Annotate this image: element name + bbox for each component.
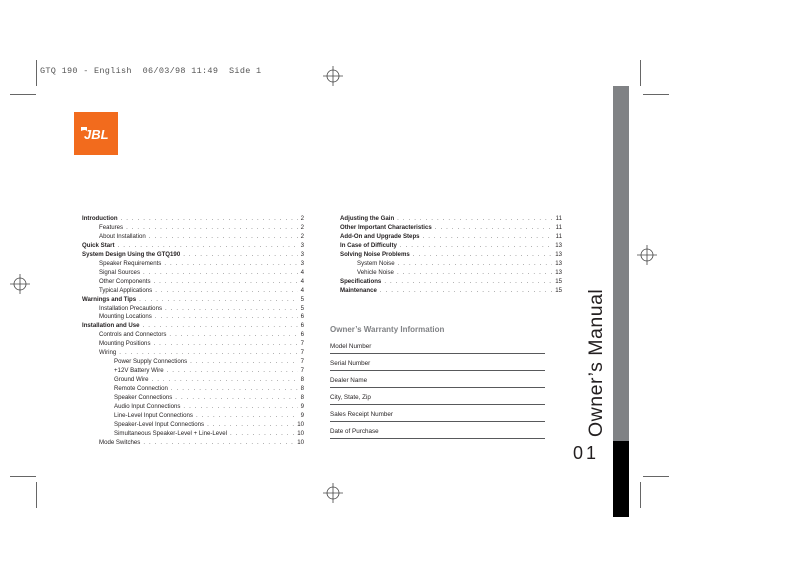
registration-mark-right bbox=[637, 245, 657, 265]
toc-entry-title: Introduction bbox=[82, 215, 118, 222]
toc-leader-dots bbox=[423, 233, 553, 242]
toc-right-column bbox=[340, 215, 562, 296]
toc-leader-dots bbox=[380, 287, 552, 296]
toc-leader-dots bbox=[384, 278, 552, 287]
toc-entry-page: 3 bbox=[300, 259, 304, 267]
side-tab-gray bbox=[613, 86, 629, 441]
toc-entry-page: 5 bbox=[300, 304, 304, 312]
toc-entry-title: Power Supply Connections bbox=[114, 358, 188, 366]
toc-entry-page: 3 bbox=[300, 250, 304, 258]
toc-entry-title: Signal Sources bbox=[99, 268, 140, 276]
toc-entry-page: 2 bbox=[300, 223, 304, 231]
toc-entry bbox=[82, 224, 304, 233]
jbl-logo-mark bbox=[74, 112, 118, 155]
toc-entry bbox=[82, 313, 304, 322]
toc-entry-title: System Noise bbox=[357, 259, 395, 267]
toc-entry-page: 4 bbox=[300, 268, 304, 276]
toc-entry-title: Ground Wire bbox=[114, 376, 149, 384]
toc-entry bbox=[82, 322, 304, 331]
toc-entry bbox=[340, 224, 562, 233]
warranty-field-model-number[interactable] bbox=[330, 341, 545, 354]
toc-entry-title: Maintenance bbox=[340, 286, 377, 294]
toc-entry-page: 7 bbox=[300, 349, 304, 357]
toc-entry bbox=[82, 331, 304, 340]
toc-entry-title: Installation Precautions bbox=[99, 304, 163, 312]
toc-leader-dots bbox=[190, 358, 297, 367]
toc-entry-page: 9 bbox=[300, 403, 304, 411]
toc-entry-title: Vehicle Noise bbox=[357, 268, 394, 276]
toc-leader-dots bbox=[121, 215, 298, 224]
toc-entry-page: 4 bbox=[300, 286, 304, 294]
toc-entry bbox=[340, 260, 562, 269]
toc-entry bbox=[340, 269, 562, 278]
toc-entry bbox=[82, 403, 304, 412]
crop-mark-bottom-left-v bbox=[36, 482, 37, 508]
toc-entry-title: Specifications bbox=[340, 277, 382, 285]
field-label: Date of Purchase bbox=[330, 428, 379, 435]
toc-entry-page: 4 bbox=[300, 277, 304, 285]
toc-entry-title: Mounting Positions bbox=[99, 340, 151, 348]
toc-entry-page: 5 bbox=[300, 295, 304, 303]
toc-leader-dots bbox=[230, 430, 294, 439]
toc-entry bbox=[340, 251, 562, 260]
toc-entry-title: Remote Connection bbox=[114, 385, 168, 393]
toc-entry bbox=[82, 287, 304, 296]
field-label: Serial Number bbox=[330, 360, 371, 367]
toc-leader-dots bbox=[143, 439, 294, 448]
toc-entry bbox=[82, 385, 304, 394]
toc-entry bbox=[82, 251, 304, 260]
toc-entry-title: Warnings and Tips bbox=[82, 295, 137, 303]
toc-leader-dots bbox=[155, 313, 298, 322]
toc-entry-title: Add-On and Upgrade Steps bbox=[340, 232, 420, 240]
toc-entry-page: 9 bbox=[300, 411, 304, 419]
toc-entry bbox=[340, 242, 562, 251]
toc-leader-dots bbox=[196, 412, 298, 421]
toc-left-column bbox=[82, 215, 304, 448]
registration-mark-bottom bbox=[323, 483, 343, 503]
toc-entry-page: 11 bbox=[555, 232, 562, 240]
toc-entry bbox=[82, 278, 304, 287]
toc-leader-dots bbox=[154, 278, 298, 287]
toc-entry bbox=[340, 233, 562, 242]
toc-entry-title: Mode Switches bbox=[99, 438, 141, 446]
toc-leader-dots bbox=[397, 215, 553, 224]
toc-entry bbox=[82, 340, 304, 349]
warranty-field-city-state-zip[interactable] bbox=[330, 392, 545, 405]
toc-entry-page: 8 bbox=[300, 394, 304, 402]
toc-leader-dots bbox=[183, 403, 297, 412]
toc-entry-page: 10 bbox=[297, 429, 304, 437]
crop-mark-bottom-right-h bbox=[643, 476, 669, 477]
field-label: City, State, Zip bbox=[330, 394, 371, 401]
toc-entry bbox=[340, 215, 562, 224]
toc-entry-page: 11 bbox=[555, 215, 562, 222]
toc-entry bbox=[82, 358, 304, 367]
toc-entry-title: +12V Battery Wire bbox=[114, 367, 164, 375]
toc-entry-page: 8 bbox=[300, 376, 304, 384]
toc-entry-title: Mounting Locations bbox=[99, 313, 152, 321]
toc-leader-dots bbox=[413, 251, 552, 260]
toc-entry-title: About Installation bbox=[99, 232, 146, 240]
toc-entry-page: 6 bbox=[300, 322, 304, 330]
toc-entry-title: In Case of Difficulty bbox=[340, 241, 397, 249]
warranty-field-date-of-purchase[interactable] bbox=[330, 426, 545, 439]
toc-entry-title: Line-Level Input Connections bbox=[114, 411, 193, 419]
toc-leader-dots bbox=[164, 260, 297, 269]
toc-entry-title: Wiring bbox=[99, 349, 117, 357]
registration-mark-left bbox=[10, 274, 30, 294]
toc-leader-dots bbox=[398, 260, 553, 269]
page-number: 01 bbox=[573, 443, 600, 463]
toc-entry-title: Speaker-Level Input Connections bbox=[114, 420, 205, 428]
toc-leader-dots bbox=[149, 233, 298, 242]
field-label: Model Number bbox=[330, 343, 372, 350]
toc-leader-dots bbox=[207, 421, 294, 430]
owners-manual-title: Owner’s Manual bbox=[585, 288, 607, 437]
toc-entry-page: 8 bbox=[300, 385, 304, 393]
toc-leader-dots bbox=[139, 296, 297, 305]
toc-entry bbox=[82, 349, 304, 358]
toc-leader-dots bbox=[169, 331, 297, 340]
toc-leader-dots bbox=[143, 269, 298, 278]
toc-entry-page: 10 bbox=[297, 420, 304, 428]
toc-entry-title: Features bbox=[99, 223, 124, 231]
toc-entry-page: 6 bbox=[300, 331, 304, 339]
toc-entry-title: Solving Noise Problems bbox=[340, 250, 410, 258]
toc-entry bbox=[82, 430, 304, 439]
toc-entry-page: 7 bbox=[300, 358, 304, 366]
toc-entry bbox=[82, 269, 304, 278]
toc-entry-title: Speaker Requirements bbox=[99, 259, 162, 267]
field-label: Dealer Name bbox=[330, 377, 368, 384]
toc-entry bbox=[82, 421, 304, 430]
toc-entry-page: 6 bbox=[300, 313, 304, 321]
warranty-title: Owner’s Warranty Information bbox=[330, 325, 445, 334]
crop-mark-top-left-h bbox=[10, 94, 36, 95]
toc-entry bbox=[82, 215, 304, 224]
warranty-field-sales-receipt-number[interactable] bbox=[330, 409, 545, 422]
toc-leader-dots bbox=[400, 242, 552, 251]
toc-entry-page: 7 bbox=[300, 340, 304, 348]
toc-leader-dots bbox=[126, 224, 298, 233]
toc-entry-title: Speaker Connections bbox=[114, 394, 173, 402]
crop-mark-bottom-right-v bbox=[640, 482, 641, 508]
toc-entry bbox=[82, 367, 304, 376]
toc-entry-page: 15 bbox=[555, 286, 562, 294]
registration-mark-top bbox=[323, 66, 343, 86]
toc-entry-page: 15 bbox=[555, 277, 562, 285]
crop-mark-top-left-v bbox=[36, 60, 37, 86]
toc-leader-dots bbox=[155, 287, 297, 296]
toc-leader-dots bbox=[165, 305, 298, 314]
toc-leader-dots bbox=[119, 349, 297, 358]
toc-entry bbox=[82, 376, 304, 385]
toc-entry-page: 11 bbox=[555, 223, 562, 231]
crop-mark-bottom-left-h bbox=[10, 476, 36, 477]
toc-entry-page: 2 bbox=[300, 232, 304, 240]
toc-entry-page: 13 bbox=[555, 268, 562, 276]
toc-entry-title: Simultaneous Speaker-Level + Line-Level bbox=[114, 429, 227, 437]
toc-leader-dots bbox=[175, 394, 297, 403]
warranty-field-dealer-name[interactable] bbox=[330, 375, 545, 388]
toc-entry bbox=[82, 439, 304, 448]
toc-leader-dots bbox=[435, 224, 553, 233]
toc-leader-dots bbox=[118, 242, 298, 251]
toc-leader-dots bbox=[154, 340, 298, 349]
svg-text:JBL: JBL bbox=[84, 127, 109, 142]
toc-leader-dots bbox=[183, 251, 297, 260]
crop-mark-top-right-v bbox=[640, 60, 641, 86]
toc-entry bbox=[82, 394, 304, 403]
toc-entry bbox=[82, 242, 304, 251]
toc-entry-title: Typical Applications bbox=[99, 286, 153, 294]
toc-entry-page: 13 bbox=[555, 241, 562, 249]
toc-entry-page: 3 bbox=[300, 241, 304, 249]
toc-entry bbox=[82, 233, 304, 242]
toc-entry-title: System Design Using the GTQ190 bbox=[82, 250, 181, 258]
toc-entry-title: Controls and Connectors bbox=[99, 331, 167, 339]
toc-entry-page: 10 bbox=[297, 438, 304, 446]
toc-entry-title: Audio Input Connections bbox=[114, 403, 181, 411]
toc-entry bbox=[82, 260, 304, 269]
toc-entry-title: Other Components bbox=[99, 277, 151, 285]
toc-leader-dots bbox=[397, 269, 552, 278]
print-slug: GTQ 190 - English 06/03/98 11:49 Side 1 bbox=[40, 66, 262, 76]
toc-leader-dots bbox=[143, 322, 298, 331]
toc-entry-title: Adjusting the Gain bbox=[340, 215, 395, 222]
toc-entry bbox=[82, 296, 304, 305]
jbl-logo bbox=[74, 112, 118, 155]
toc-leader-dots bbox=[167, 367, 298, 376]
toc-entry-page: 2 bbox=[300, 215, 304, 222]
toc-entry bbox=[340, 287, 562, 296]
field-label: Sales Receipt Number bbox=[330, 411, 393, 418]
toc-entry-page: 13 bbox=[555, 250, 562, 258]
toc-entry-page: 7 bbox=[300, 367, 304, 375]
toc-entry bbox=[340, 278, 562, 287]
toc-entry bbox=[82, 305, 304, 314]
side-tab-black bbox=[613, 441, 629, 517]
toc-entry-page: 13 bbox=[555, 259, 562, 267]
toc-entry-title: Other Important Characteristics bbox=[340, 223, 432, 231]
toc-entry-title: Installation and Use bbox=[82, 322, 140, 330]
warranty-field-serial-number[interactable] bbox=[330, 358, 545, 371]
toc-entry-title: Quick Start bbox=[82, 241, 115, 249]
toc-leader-dots bbox=[152, 376, 298, 385]
toc-entry bbox=[82, 412, 304, 421]
crop-mark-top-right-h bbox=[643, 94, 669, 95]
toc-leader-dots bbox=[171, 385, 298, 394]
